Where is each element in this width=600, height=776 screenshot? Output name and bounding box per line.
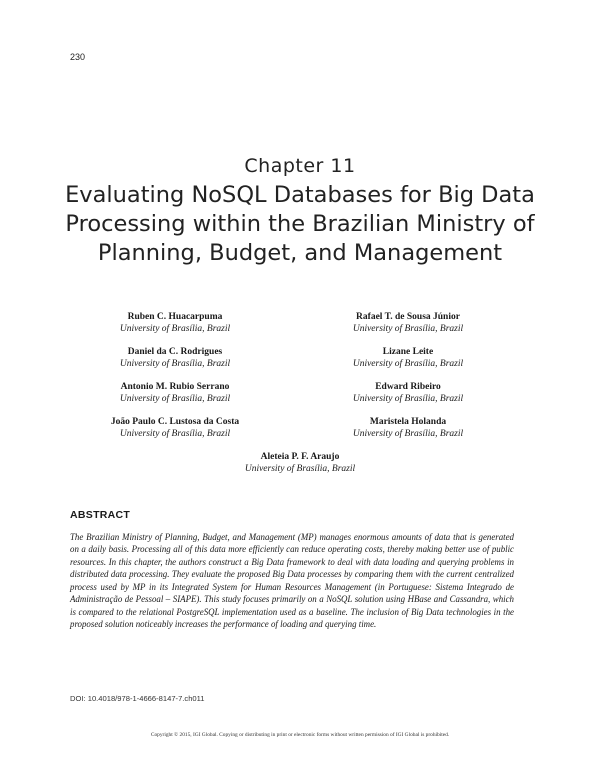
doi: DOI: 10.4018/978-1-4666-8147-7.ch011 [70,694,205,703]
author-name: Antonio M. Rubio Serrano [120,382,230,392]
copyright-notice: Copyright © 2015, IGI Global. Copying or distributing in print or electronic forms without written permission of IGI Global is prohibited. [150,732,450,738]
author-entry [45,346,305,370]
author-affiliation: University of Brasília, Brazil [352,429,464,439]
author-entry [45,416,305,440]
author-affiliation: University of Brasília, Brazil [244,464,356,474]
author-affiliation: University of Brasília, Brazil [119,324,231,334]
author-entry [45,311,305,335]
abstract-heading: ABSTRACT [70,509,131,521]
author-affiliation: University of Brasília, Brazil [119,359,231,369]
author-name: Maristela Holanda [369,417,447,427]
author-entry [170,451,430,475]
author-affiliation: University of Brasília, Brazil [352,359,464,369]
author-name: Lizane Leite [382,347,434,357]
author-name: Aleteia P. F. Araujo [260,452,340,462]
chapter-title: Evaluating NoSQL Databases for Big Data Processing within the Brazilian Ministry of Planning, Budget, and Management [65,182,535,266]
chapter-label: Chapter 11 [244,155,356,177]
author-entry [278,416,538,440]
author-name: Ruben C. Huacarpuma [127,312,223,322]
author-affiliation: University of Brasília, Brazil [119,394,231,404]
author-name: João Paulo C. Lustosa da Costa [110,417,240,427]
author-name: Daniel da C. Rodrigues [127,347,223,357]
author-entry [278,381,538,405]
author-name: Edward Ribeiro [375,382,441,392]
author-name: Rafael T. de Sousa Júnior [356,312,460,322]
author-entry [45,381,305,405]
page-number: 230 [70,52,86,62]
author-entry [278,311,538,335]
author-affiliation: University of Brasília, Brazil [352,394,464,404]
abstract-body: The Brazilian Ministry of Planning, Budget, and Management (MP) manages enormous amounts of data that is generated on a daily basis. Processing all of this data more efficiently can reduce operating costs, thereby making better use of public resources. In this chapter, the authors construct a Big Data framework to deal with data loading and querying problems in distributed data processing. They evaluate the proposed Big Data processes by comparing them with the current centralized process used by MP in its Integrated System for Human Resources Management (in Portuguese: Sistema Integrado de Administração de Pessoal – SIAPE). This study focuses primarily on a NoSQL solution using HBase and Cassandra, which is compared to the relational PostgreSQL implementation used as a baseline. The inclusion of Big Data technologies in the proposed solution noticeably increases the performance of loading and querying time. [70,532,514,630]
author-entry [278,346,538,370]
author-affiliation: University of Brasília, Brazil [352,324,464,334]
author-affiliation: University of Brasília, Brazil [119,429,231,439]
